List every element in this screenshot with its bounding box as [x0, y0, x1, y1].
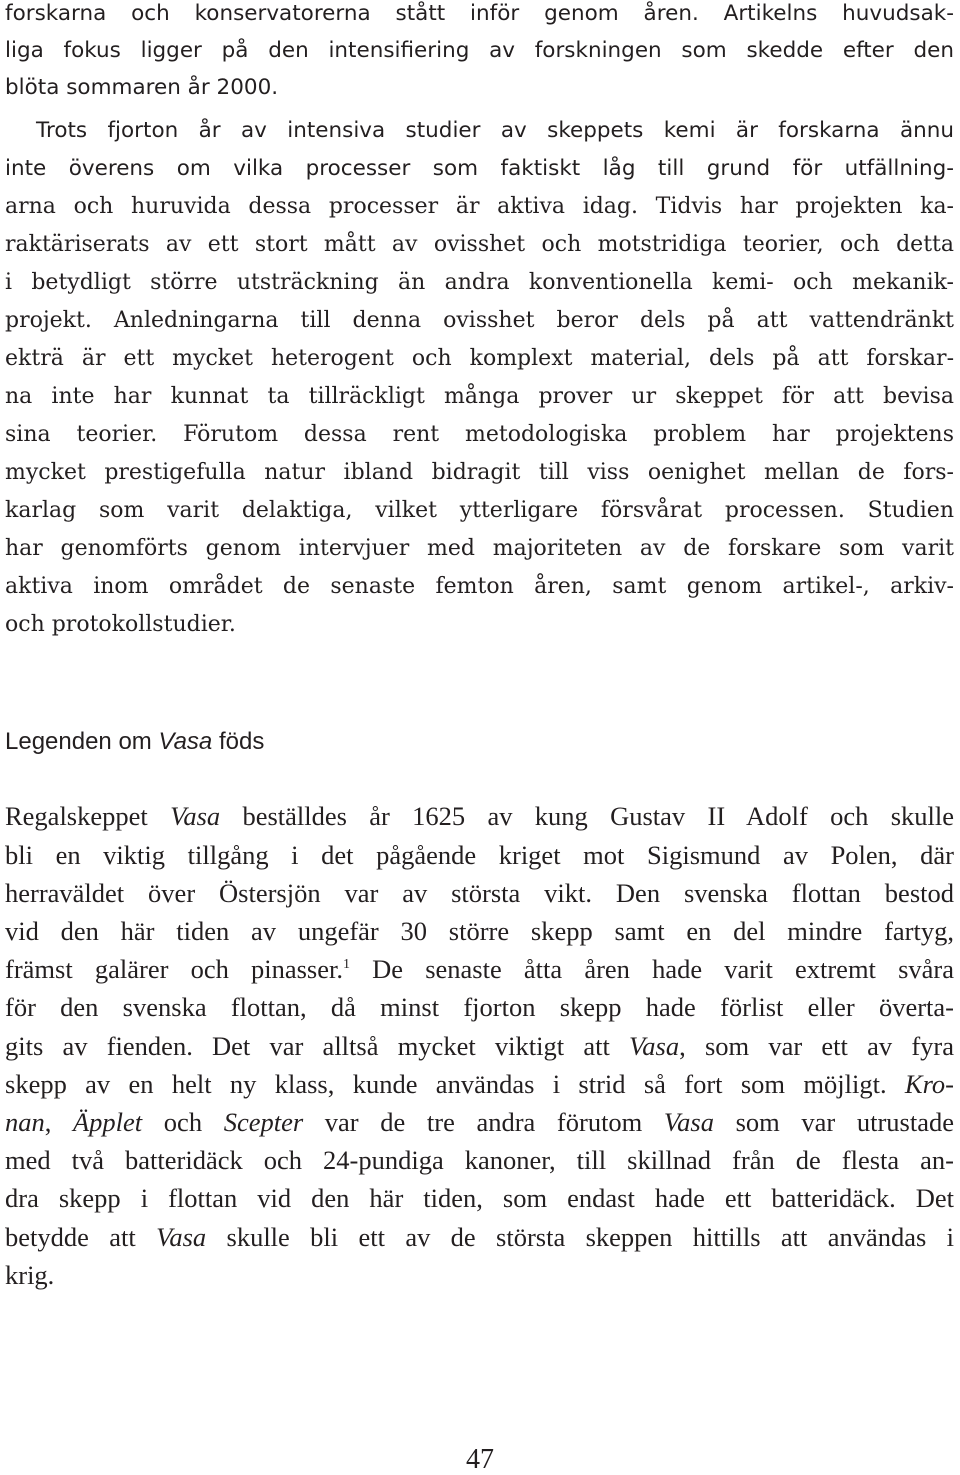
ship-name: Vasa — [170, 801, 221, 831]
text-line: inte överens om vilka processer som faktiskt låg till grund för utfällning- — [5, 156, 954, 181]
text-line: dra skepp i flottan vid den här tiden, som endast hade ett batteridäck. Det — [5, 1183, 954, 1213]
text-line — [5, 1222, 954, 1252]
text-line: herraväldet över Östersjön var av största vikt. Den svenska flottan bestod — [5, 878, 954, 908]
text-line: na inte har kunnat ta tillräckligt många prover ur skeppet för att bevisa — [5, 384, 954, 409]
section-heading-suffix: föds — [212, 728, 265, 755]
text-line — [5, 1031, 954, 1061]
text-line: sina teorier. Förutom dessa rent metodologiska problem har projektens — [5, 422, 954, 447]
ship-name: Vasa — [629, 1031, 680, 1061]
text-run: och — [142, 1107, 224, 1137]
text-line: karlag som varit delaktiga, vilket ytterligare försvårat processen. Studien — [5, 498, 954, 523]
text-run: som var utrustade — [714, 1107, 955, 1137]
ship-name: nan — [5, 1107, 45, 1137]
text-line: för den svenska flottan, då minst fjorton skepp hade förlist eller överta- — [5, 992, 954, 1022]
section-heading-italic: Vasa — [158, 728, 213, 755]
page-number: 47 — [466, 1444, 494, 1475]
text-line: mycket prestigefulla natur ibland bidragit till viss oenighet mellan de fors- — [5, 460, 954, 485]
text-run: , — [44, 1107, 73, 1137]
section-heading — [5, 727, 264, 757]
text-run: främst galärer och pinasser. — [5, 954, 343, 984]
text-run: gits av fienden. Det var alltså mycket viktigt att — [5, 1031, 630, 1061]
text-run: beställdes år 1625 av kung Gustav II Adolf och skulle — [220, 801, 954, 831]
text-line: vid den här tiden av ungefär 30 större skepp samt en del mindre fartyg, — [5, 916, 954, 946]
text-line: aktiva inom området de senaste femton åren, samt genom artikel-, arkiv- — [5, 574, 954, 599]
ship-name: Äpplet — [73, 1107, 143, 1137]
text-line: ekträ är ett mycket heterogent och komplext material, dels på att forskar- — [5, 346, 954, 371]
text-line: arna och huruvida dessa processer är aktiva idag. Tidvis har projekten ka- — [5, 194, 954, 219]
text-line: liga fokus ligger på den intensifiering av forskningen som skedde efter den — [5, 38, 954, 63]
text-run: De senaste åtta åren hade varit extremt svåra — [350, 954, 954, 984]
text-line: projekt. Anledningarna till denna ovisshet beror dels på att vattendränkt — [5, 308, 954, 333]
ship-name: Vasa — [156, 1222, 207, 1252]
text-line — [5, 801, 954, 831]
text-run: Regalskeppet — [5, 801, 171, 831]
text-line: med två batteridäck och 24-pundiga kanoner, till skillnad från de flesta an- — [5, 1145, 954, 1175]
text-run: skulle bli ett av de största skeppen hittills att användas i — [206, 1222, 954, 1252]
ship-name: Scepter — [223, 1107, 304, 1137]
text-line: i betydligt större utsträckning än andra konventionella kemi- och mekanik- — [5, 270, 954, 295]
text-line: forskarna och konservatorerna stått inför genom åren. Artikelns huvudsak- — [5, 1, 954, 26]
text-line — [5, 954, 954, 984]
footnote-marker: 1 — [343, 957, 350, 972]
text-line: har genomförts genom intervjuer med majoriteten av de forskare som varit — [5, 536, 954, 561]
text-run: betydde att — [5, 1222, 157, 1252]
text-run: , som var ett av fyra — [679, 1031, 954, 1061]
text-line: raktäriserats av ett stort mått av ovisshet och motstridiga teorier, och detta — [5, 232, 954, 257]
text-run: skepp av en helt ny klass, kunde användas i strid så fort som möjligt. — [5, 1069, 905, 1099]
text-run: var de tre andra förutom — [303, 1107, 664, 1137]
text-line: krig. — [5, 1260, 55, 1290]
section-heading-prefix: Legenden om — [5, 728, 159, 755]
text-line: bli en viktig tillgång i det pågående kriget mot Sigismund av Polen, där — [5, 840, 954, 870]
ship-name: Vasa — [663, 1107, 714, 1137]
text-line — [5, 1107, 954, 1137]
text-line — [5, 1069, 954, 1099]
text-line: och protokollstudier. — [5, 612, 236, 637]
text-line: Trots fjorton år av intensiva studier av skeppets kemi är forskarna ännu — [36, 118, 954, 143]
ship-name: Kro- — [904, 1069, 954, 1099]
text-line: blöta sommaren år 2000. — [5, 75, 279, 100]
